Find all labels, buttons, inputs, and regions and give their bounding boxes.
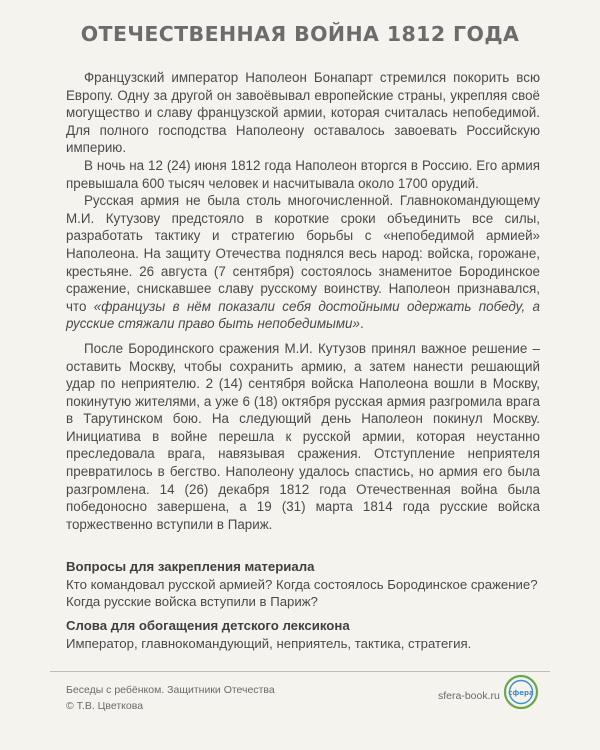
questions-text: Кто командовал русской армией? Когда состоялось Бородинское сражение? Когда русские войска вступили в Париж?	[66, 577, 538, 610]
paragraph-4: После Бородинского сражения М.И. Кутузов принял важное решение – оставить Москву, чтобы сохранить армию, а затем нанести решающий удар по неприятелю. 2 (14) сентября войска Наполеона вошли в Москву, покинутую жителями, а уже 6 (18) октября русская армия разгромила врага в Тарутинском бою. На следующий день Наполеон покинул Москву. Инициатива в войне перешла к русской армии, которая неустанно преследовала врага, навязывая сражения. Отступление неприятеля превратилось в бегство. Наполеону удалось спастись, но армия его была разгромлена. 14 (26) декабря 1812 года Отечественная война была победоносно завершена, а 19 (31) марта 1814 года русские войска торжественно вступили в Париж.	[66, 340, 540, 532]
footer-credits	[66, 682, 275, 714]
publisher-site: sfera-book.ru	[438, 690, 500, 702]
quote-end: .	[359, 316, 364, 332]
footer-divider	[50, 671, 550, 672]
paragraph-1: Французский император Наполеон Бонапарт стремился покорить всю Европу. Одну за другой он завоёвывал европейские страны, укрепляя своё могущество и славу французской армии, которая считалась непобедимой. Для полного господства Наполеону оставалось завоевать Российскую империю.	[66, 70, 540, 156]
vocabulary-text: Император, главнокомандующий, неприятель, тактика, стратегия.	[66, 635, 472, 651]
questions-heading: Вопросы для закрепления материала	[66, 559, 315, 574]
logo-text: сфера	[508, 689, 534, 697]
series-name: Беседы с ребёнком. Защитники Отечества	[66, 684, 275, 696]
vocabulary-heading: Слова для обогащения детского лексикона	[66, 617, 350, 633]
paragraph-3-text: Русская армия не была столь многочисленной. Главнокомандующему М.И. Кутузову предстояло в короткие сроки объединить все силы, разработать тактику и стратегию борьбы с «непобедимой армией» Наполеона. На защиту Отечества поднялся весь народ: войска, горожане, крестьяне. 26 августа (7 сентября) состоялось знаменитое Бородинское сражение, снискавшее славу русскому воинству. Наполеон признавался, что	[66, 193, 540, 314]
paragraph-3	[66, 192, 540, 333]
napoleon-quote: «французы в нём показали себя достойными одержать победу, а русские стяжали право быть непобедимыми»	[66, 298, 540, 332]
paragraph-2: В ночь на 12 (24) июня 1812 года Наполеон вторгся в Россию. Его армия превышала 600 тысяч человек и насчитывала около 1700 орудий.	[66, 157, 540, 191]
author-copyright: © Т.В. Цветкова	[66, 700, 144, 712]
page-title: ОТЕЧЕСТВЕННАЯ ВОЙНА 1812 ГОДА	[80, 22, 520, 46]
sfera-logo-icon	[503, 674, 539, 710]
article-body	[66, 69, 540, 533]
review-section	[66, 558, 540, 652]
